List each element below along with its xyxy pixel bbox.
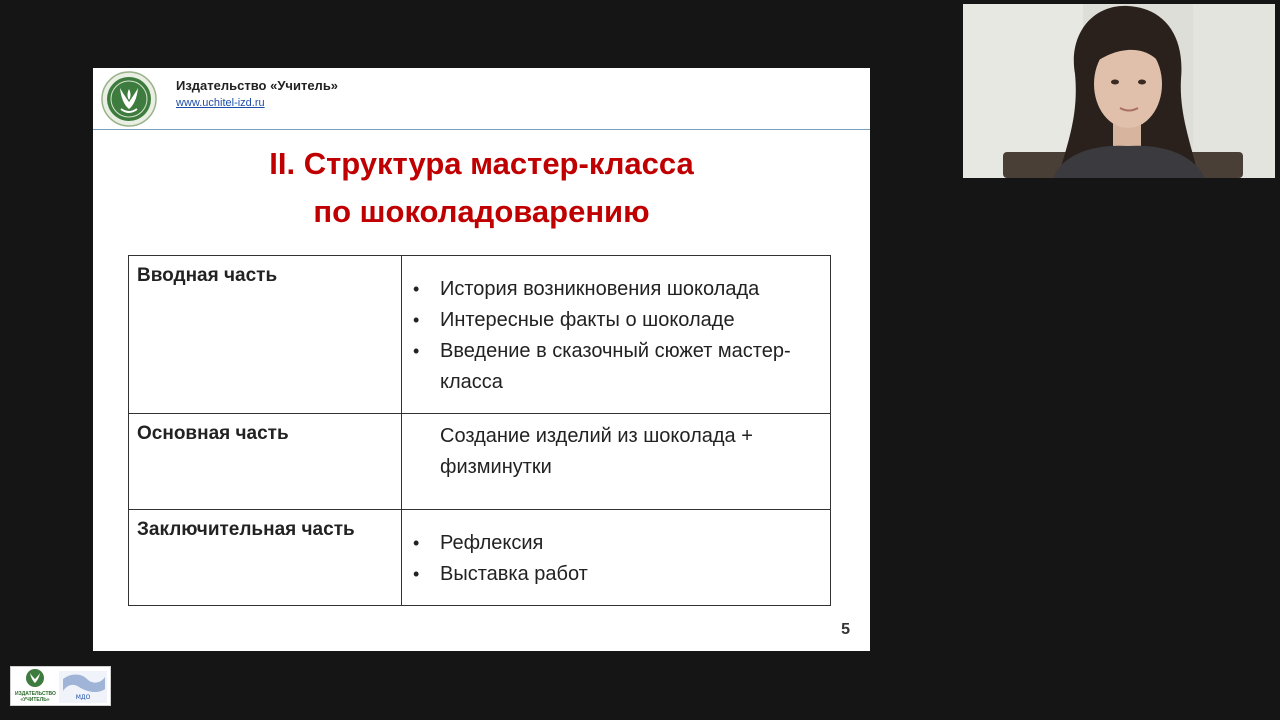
publisher-logo-icon: [101, 71, 157, 127]
part-content-cell: [402, 256, 831, 414]
part-name-cell: Заключительная часть: [129, 510, 402, 606]
badge-mark: МДО: [75, 694, 91, 701]
presenter-video[interactable]: [963, 4, 1275, 178]
slide-title-line2: по шоколадоварению: [313, 194, 650, 229]
list-item: • Интересные факты о шоколаде: [410, 305, 822, 336]
publisher-name: Издательство «Учитель»: [176, 78, 339, 93]
table-row: [129, 510, 831, 606]
badge-text-line1: ИЗДАТЕЛЬСТВО: [15, 691, 56, 697]
part-name-cell: Основная часть: [129, 414, 402, 510]
bullet-list: [410, 274, 822, 398]
slide-page-number: 5: [841, 621, 850, 638]
slide-title-line1: II. Структура мастер-класса: [269, 146, 694, 181]
list-item: • История возникновения шоколада: [410, 274, 822, 305]
list-item: • Рефлексия: [410, 528, 822, 559]
part-content-cell: [402, 510, 831, 606]
slide-title: [93, 140, 870, 236]
part-name-cell: Вводная часть: [129, 256, 402, 414]
badge-text-line2: «УЧИТЕЛЬ»: [20, 697, 50, 703]
publisher-url-link[interactable]: www.uchitel-izd.ru: [176, 97, 265, 109]
slide-header: [93, 68, 870, 130]
badge-text: [15, 691, 55, 703]
presentation-slide: [93, 68, 870, 651]
list-item: • Выставка работ: [410, 559, 822, 590]
bullet-list: [410, 528, 822, 590]
publisher-badge: [10, 666, 111, 706]
table-row: [129, 256, 831, 414]
list-item: • Введение в сказочный сюжет мастер-класса: [410, 336, 822, 398]
part-content-cell: Создание изделий из шоколада + физминутки: [402, 414, 831, 510]
table-row: [129, 414, 831, 510]
presenter-silhouette: [963, 4, 1275, 178]
structure-table: [128, 255, 831, 606]
